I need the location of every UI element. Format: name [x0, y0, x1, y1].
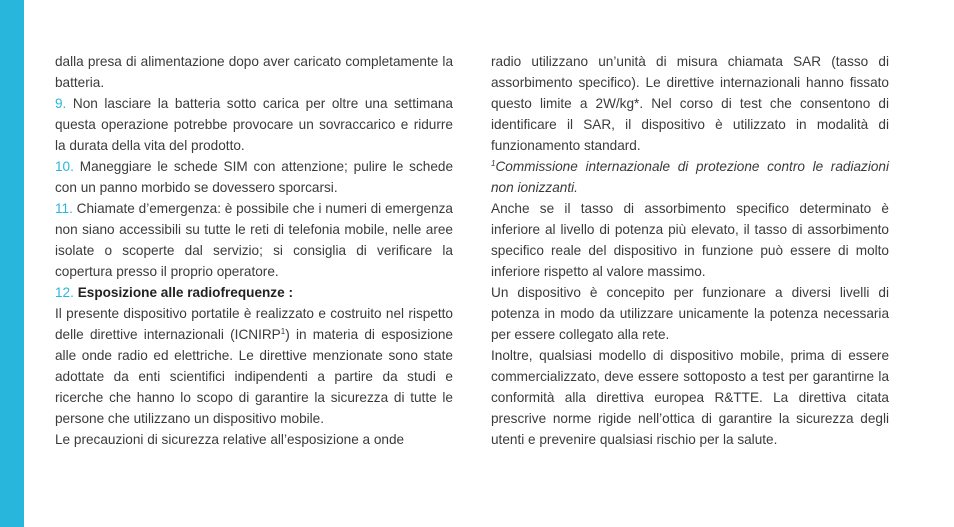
- item-text: Non lasciare la batteria sotto carica per oltre una settimana questa operazione potrebbe provocare un sovraccarico e ridurre la durata della vita del prodotto.: [55, 96, 453, 153]
- list-item-11: [55, 198, 453, 282]
- text-segment: ) in materia di esposizione alle onde radio ed elettriche. Le direttive menzionate sono state adottate da enti scientifici indipendenti a partire da studi e ricerche che hanno lo scopo di garantire la sicurezza di tutte le persone che utilizzano un dispositivo mobile.: [55, 327, 453, 426]
- list-item-12: [55, 282, 453, 303]
- item-text: Maneggiare le schede SIM con attenzione; pulire le schede con un panno morbido se dovessero sporcarsi.: [55, 159, 453, 195]
- item-number: 9.: [55, 96, 67, 111]
- item-number: 12.: [55, 285, 74, 300]
- item-number: 11.: [55, 201, 73, 216]
- paragraph-icnirp: [55, 303, 453, 429]
- item-text: Chiamate d’emergenza: è possibile che i numeri di emergenza non siano accessibili su tutte le reti di telefonia mobile, nelle aree isolate o scoperte dal servizio; si consiglia di verificare la copertura presso il proprio operatore.: [55, 201, 453, 279]
- footnote: [491, 156, 889, 198]
- paragraph-precautions: Le precauzioni di sicurezza relative all’esposizione a onde: [55, 432, 405, 447]
- footnote-marker: 1: [491, 159, 496, 168]
- item-number: 10.: [55, 159, 74, 174]
- right-column: [491, 51, 889, 450]
- paragraph-continued: dalla presa di alimentazione dopo aver caricato completamente la batteria.: [55, 54, 453, 90]
- paragraph-power-levels: Un dispositivo è concepito per funzionare a diversi livelli di potenza in modo da utilizzare unicamente la potenza necessaria per essere collegato alla rete.: [491, 285, 889, 342]
- footnote-text: Commissione internazionale di protezione contro le radiazioni non ionizzanti.: [491, 159, 889, 195]
- paragraph-absorption: Anche se il tasso di assorbimento specifico determinato è inferiore al livello di potenza più elevato, il tasso di assorbimento specifico reale del dispositivo in funzione può essere di molto inferiore rispetto al valore massimo.: [491, 201, 889, 279]
- section-heading: Esposizione alle radiofrequenze :: [77, 285, 293, 300]
- paragraph-compliance: Inoltre, qualsiasi modello di dispositivo mobile, prima di essere commercializzato, deve essere sottoposto a test per garantirne la conformità alla direttiva europea R&TTE. La direttiva citata prescrive norme rigide nell’ottica di garantire la sicurezza degli utenti e prevenire qualsiasi rischio per la salute.: [491, 348, 889, 447]
- left-column: [55, 51, 453, 450]
- list-item-10: [55, 156, 453, 198]
- footnote-marker: 1: [280, 327, 286, 336]
- text-segment: Il presente dispositivo portatile è realizzato e costruito nel rispetto delle direttive internazionali (ICNIRP: [55, 306, 453, 342]
- accent-side-bar: [0, 0, 24, 527]
- paragraph-sar: radio utilizzano un’unità di misura chiamata SAR (tasso di assorbimento specifico). Le direttive internazionali hanno fissato questo limite a 2W/kg*. Nel corso di test che consentono di identificare il SAR, il dispositivo è utilizzato in modalità di funzionamento standard.: [491, 54, 889, 153]
- list-item-9: [55, 93, 453, 156]
